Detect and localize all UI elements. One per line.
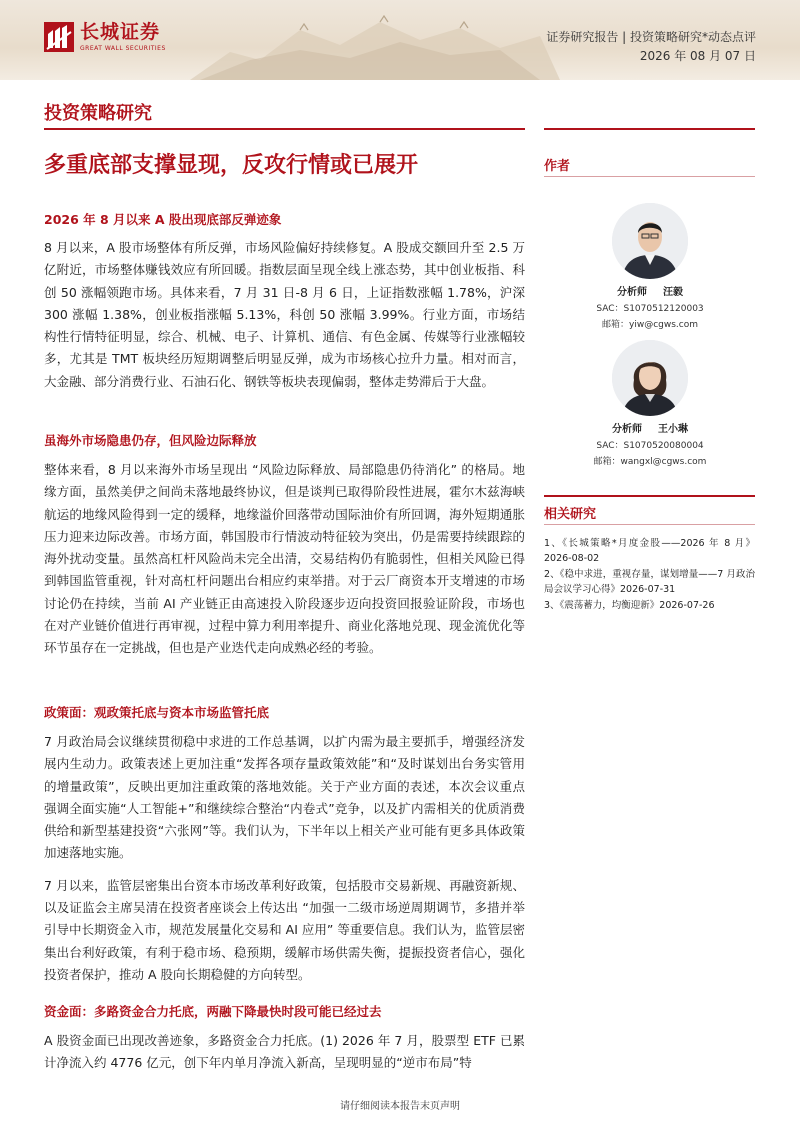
- section-3: [44, 702, 525, 986]
- report-type: 证券研究报告 | 投资策略研究*动态点评: [546, 30, 756, 44]
- paragraph: 整体来看，8 月以来海外市场呈现出 “风险边际释放、局部隐患仍待消化” 的格局。地缘方面，虽然美伊之间尚未落地最终协议，但是谈判已取得阶段性进展，霍尔木兹海峡航运的地缘风险得到一定的缓释，地缘溢价回落带动国际油价有所回调，海外短期通胀压力迎来边际改善。市场方面，韩国股市行情波动特征较为突出，仍是需要持续跟踪的海外扰动变量。虽然高杠杆风险尚未完全出清，交易结构仍有脆弱性，但相关风险已得到韩国监管重视，针对高杠杆问题出台相应约束举措。对于云厂商资本开支增速的市场讨论仍在持续，当前 AI 产业链正由高速投入阶段逐步迈向投资回报验证阶段，市场也在对产业链价值进行再审视，过程中算力利用率提升、商业化落地兑现、现金流优化等环节虽存在一定挑战，但也是产业迭代走向成熟必经的考验。: [44, 462, 525, 656]
- sidebar-divider: [544, 495, 755, 497]
- logo-mark-icon: [44, 22, 74, 52]
- report-date: 2026 年 08 月 07 日: [639, 49, 756, 63]
- brand-name-en: GREAT WALL SECURITIES: [80, 45, 166, 52]
- analyst-sac: SAC：S1070512120003: [596, 304, 704, 314]
- section-heading: 政策面：观政策托底与资本市场监管托底: [44, 705, 270, 720]
- brand-name-cn: 长城证券: [80, 21, 161, 43]
- sidebar-divider: [544, 524, 755, 525]
- analyst-role: 分析师: [612, 424, 642, 435]
- avatar: [612, 340, 688, 416]
- analyst-name-line: [560, 422, 740, 438]
- section-1: [44, 209, 525, 393]
- section-4: [44, 1001, 525, 1075]
- analyst-name-line: [560, 285, 740, 301]
- section-heading: 2026 年 8 月以来 A 股出现底部反弹迹象: [44, 212, 282, 227]
- analyst-email: 邮箱：wangxl@cgws.com: [593, 457, 707, 467]
- page-footer: 请仔细阅读本报告末页声明: [340, 1101, 460, 1112]
- report-meta: [546, 28, 756, 66]
- divider: [44, 128, 525, 130]
- sidebar-divider: [544, 128, 755, 130]
- analyst-sac: SAC：S1070520080004: [596, 441, 704, 451]
- page-header: [0, 0, 800, 80]
- paragraph: 8 月以来，A 股市场整体有所反弹，市场风险偏好持续修复。A 股成交额回升至 2.5 万亿附近，市场整体赚钱效应有所回暖。指数层面呈现全线上涨态势，其中创业板指、科创 50 涨幅领跑市场。具体来看，7 月 31 日-8 月 6 日，上证指数涨幅 1.78%，沪深 300 涨幅 1.38%，创业板指涨幅 5.13%，科创 50 涨幅 3.99%。行业方面，市场结构性行情特征明显，综合、机械、电子、计算机、通信、有色金属、传媒等行业涨幅较多，尤其是 TMT 板块经历短期调整后明显反弹，成为市场核心拉升力量。相对而言，大金融、部分消费行业、石油石化、钢铁等板块表现偏弱，整体走势滞后于大盘。: [44, 240, 525, 389]
- analyst-card: [560, 340, 740, 470]
- brand-logo: [44, 22, 166, 52]
- section-2: [44, 430, 525, 660]
- analyst-email: 邮箱：yiw@cgws.com: [602, 320, 698, 330]
- person-icon: [612, 340, 688, 416]
- paragraph: 7 月政治局会议继续贯彻稳中求进的工作总基调，以扩内需为最主要抓手，增强经济发展内生动力。政策表述上更加注重“发挥各项存量政策效能”和“及时谋划出台务实管用的增量政策”，反映出更加注重政策的落地效能。关于产业方面的表述，本次会议重点强调全面实施“人工智能+”和继续综合整治“内卷式”竞争，以及扩内需相关的优质消费供给和新型基建投资“六张网”等。我们认为，下半年以上相关产业可能有更多具体政策加速落地实施。: [44, 734, 525, 861]
- sidebar-divider: [544, 176, 755, 177]
- person-icon: [612, 203, 688, 279]
- paragraph: 7 月以来，监管层密集出台资本市场改革利好政策，包括股市交易新规、再融资新规、以及证监会主席吴清在投资者座谈会上传达出 “加强一二级市场逆周期调节，多措并举引导中长期资金入市，规范发展量化交易和 AI 应用” 等重要信息。我们认为，监管层密集出台利好政策，有利于稳市场、稳预期，缓解市场供需失衡，提振投资者信心，强化投资者保护，推动 A 股向长期稳健的方向转型。: [44, 877, 525, 982]
- authors-title: 作者: [544, 159, 571, 174]
- related-title: 相关研究: [544, 507, 597, 522]
- analyst-name: 王小琳: [658, 424, 688, 435]
- section-label: 投资策略研究: [44, 103, 152, 124]
- related-link[interactable]: 2、《稳中求进，重视存量，谋划增量——7 月政治局会议学习心得》2026-07-31: [544, 569, 755, 595]
- avatar: [612, 203, 688, 279]
- section-heading: 虽海外市场隐患仍存，但风险边际释放: [44, 433, 257, 448]
- related-link[interactable]: 1、《长城策略*月度金股——2026 年 8 月》2026-08-02: [544, 538, 755, 564]
- paragraph: A 股资金面已出现改善迹象，多路资金合力托底。(1) 2026 年 7 月，股票型 ETF 已累计净流入约 4776 亿元，创下年内单月净流入新高，呈现明显的“逆市布局”特: [44, 1033, 525, 1071]
- analyst-name: 汪毅: [663, 287, 683, 298]
- analyst-role: 分析师: [617, 287, 647, 298]
- related-link[interactable]: 3、《震荡蓄力，均衡迎新》2026-07-26: [544, 600, 715, 611]
- section-heading: 资金面：多路资金合力托底，两融下降最快时段可能已经过去: [44, 1004, 382, 1019]
- page-title: 多重底部支撑显现，反攻行情或已展开: [44, 153, 419, 178]
- analyst-card: [560, 203, 740, 333]
- related-research-list: [544, 537, 755, 616]
